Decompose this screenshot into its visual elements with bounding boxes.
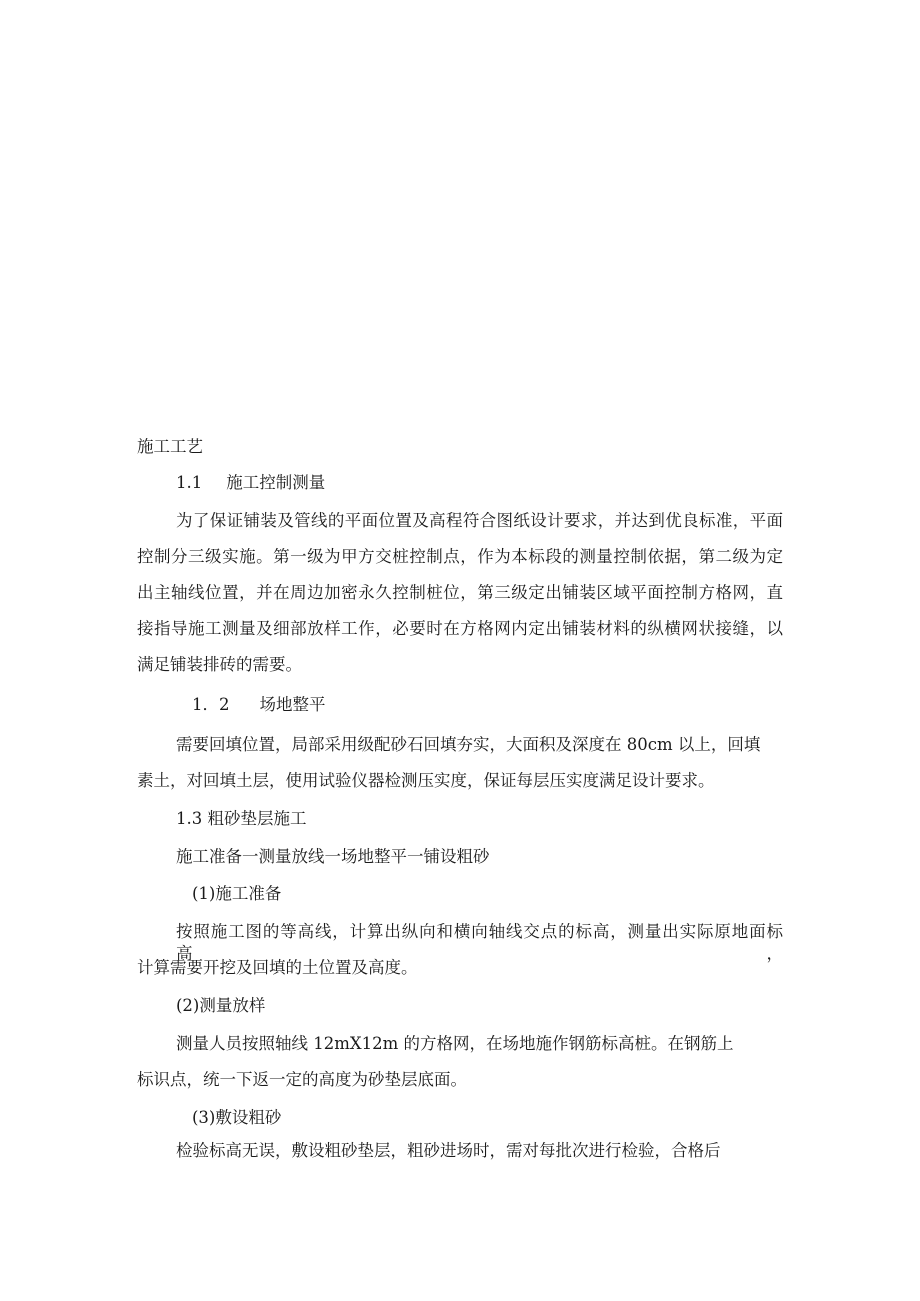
subsection-title: 场地整平: [259, 695, 326, 714]
paragraph-line: 计算需要开挖及回填的土位置及高度。: [137, 958, 418, 977]
paragraph-line: 标识点，统一下返一定的高度为砂垫层底面。: [137, 1070, 467, 1089]
step-3-heading: (3)敷设粗砂: [192, 1108, 282, 1127]
paragraph-line: 测量人员按照轴线 12mX12m 的方格网，在场地施作钢筋标高桩。在钢筋上: [176, 1034, 734, 1053]
paragraph-line: 出主轴线位置，并在周边加密永久控制桩位，第三级定出铺装区域平面控制方格网，直: [137, 583, 783, 602]
subsection-1-1-heading: [176, 472, 325, 494]
step-2-heading: (2)测量放样: [176, 996, 266, 1015]
paragraph-line: 素土，对回填土层，使用试验仪器检测压实度，保证每层压实度满足设计要求。: [137, 771, 715, 790]
subsection-number: 1．2: [192, 695, 230, 714]
paragraph-line: 满足铺装排砖的需要。: [137, 655, 302, 674]
process-flow: 施工准备一测量放线一场地整平一铺设粗砂: [176, 847, 490, 866]
step-1-heading: (1)施工准备: [192, 884, 282, 903]
paragraph-line: 需要回填位置，局部采用级配砂石回填夯实，大面积及深度在 80cm 以上，回填: [176, 735, 761, 754]
paragraph-line: 检验标高无误，敷设粗砂垫层，粗砂进场时，需对每批次进行检验，合格后: [176, 1141, 721, 1160]
paragraph-line: 接指导施工测量及细部放样工作，必要时在方格网内定出铺装材料的纵横网状接缝，以: [137, 619, 783, 638]
subsection-1-2-heading: [192, 694, 326, 716]
paragraph-line: 为了保证铺装及管线的平面位置及高程符合图纸设计要求，并达到优良标准，平面: [176, 511, 783, 530]
paragraph-line: 控制分三级实施。第一级为甲方交桩控制点，作为本标段的测量控制依据，第二级为定: [137, 547, 783, 566]
section-title: 施工工艺: [137, 437, 203, 456]
subsection-title: 施工控制测量: [226, 473, 326, 492]
subsection-number: 1.1: [176, 473, 203, 492]
subsection-1-3-heading: 1.3 粗砂垫层施工: [176, 809, 307, 828]
paragraph-line: 按照施工图的等高线，计算出纵向和横向轴线交点的标高，测量出实际原地面标高，: [176, 922, 783, 963]
